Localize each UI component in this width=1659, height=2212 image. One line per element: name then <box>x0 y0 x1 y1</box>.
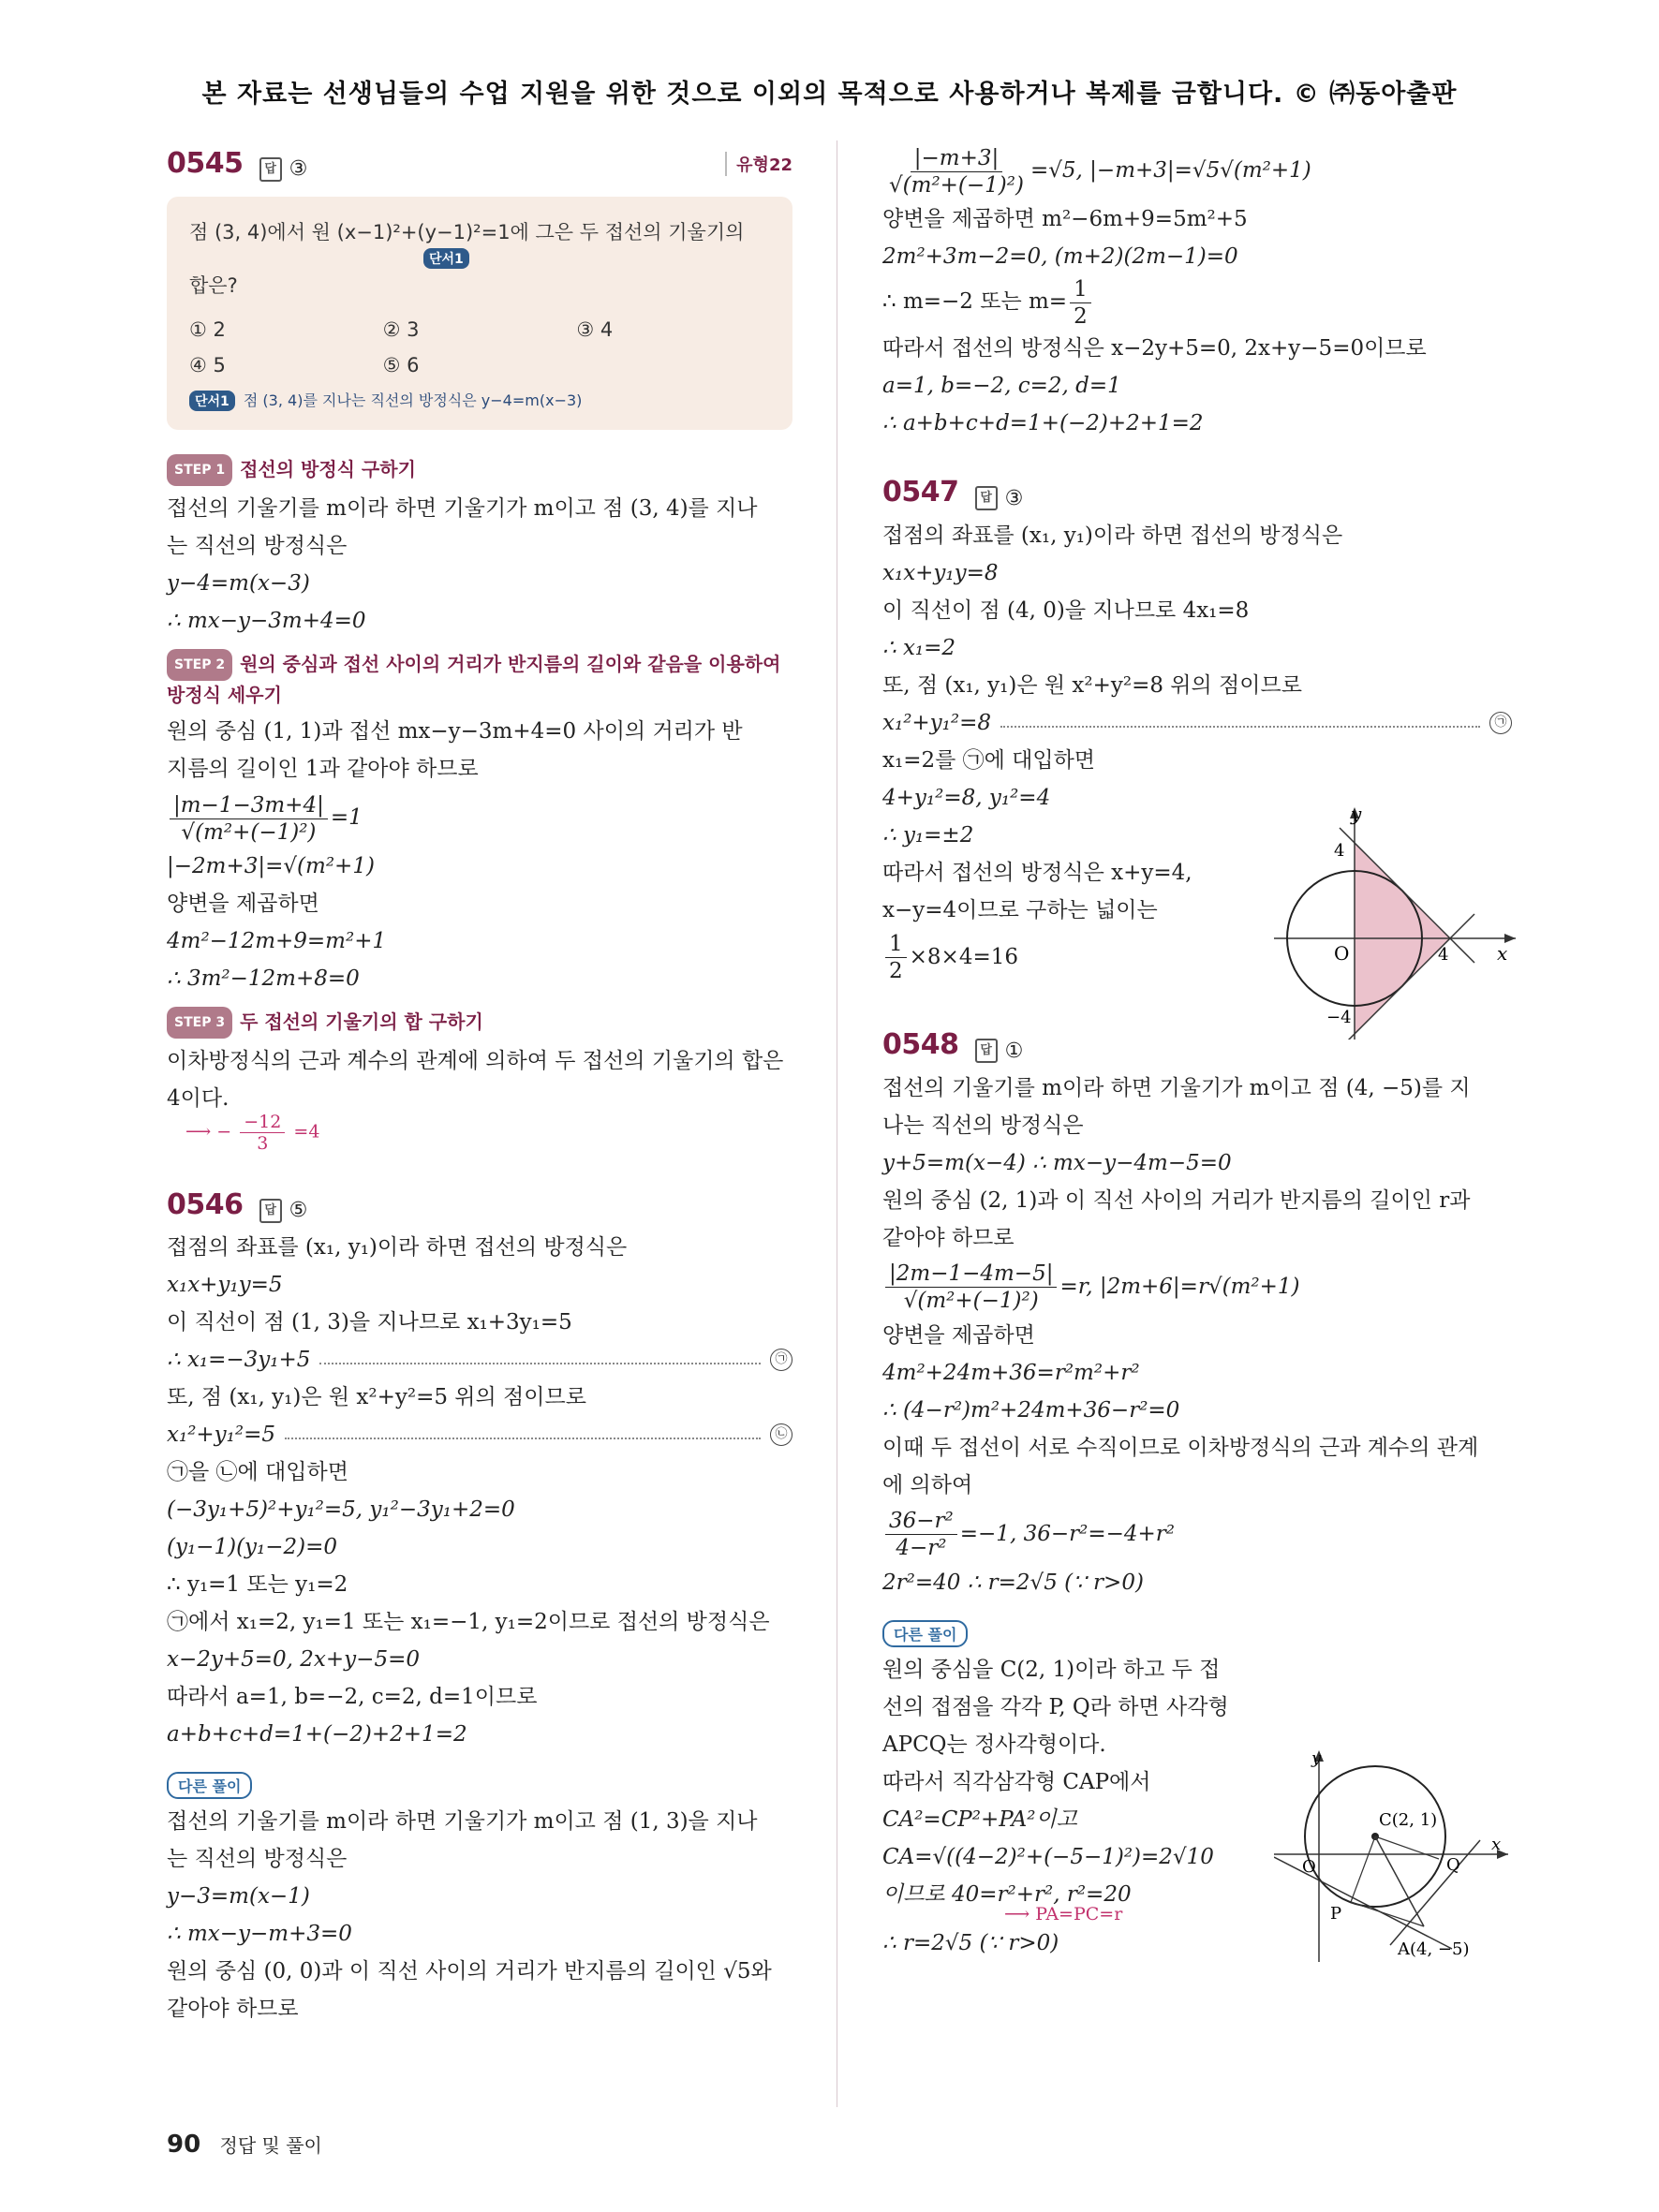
page-footer <box>167 2131 322 2159</box>
choice: ① 2 <box>189 318 226 341</box>
solution-line: ∴ y₁=1 또는 y₁=2 <box>167 1572 348 1597</box>
solution-line: y−3=m(x−1) <box>167 1884 310 1909</box>
fraction-line: $\frac{|m-1-3m+4|}{\text{√(m²+(−1)²)}}$ =1 <box>167 788 792 848</box>
solution-line: 따라서 접선의 방정식은 x−2y+5=0, 2x+y−5=0이므로 <box>882 335 1427 361</box>
marker: ㉡ <box>770 1423 792 1446</box>
alt-solution-badge: 다른 풀이 <box>167 1772 252 1799</box>
solution-line: ∴ mx−y−3m+4=0 <box>167 609 366 633</box>
answer-icon: 답 <box>259 1199 282 1223</box>
axis-label-x: x <box>1497 942 1508 965</box>
tick-label: 4 <box>1334 841 1345 861</box>
marker: ㉠ <box>770 1349 792 1371</box>
question-text-2: 합은? <box>189 274 238 297</box>
solution-line: 또, 점 (x₁, y₁)은 원 x²+y²=8 위의 점이므로 <box>882 672 1302 698</box>
type-tag: 유형22 <box>725 152 792 176</box>
solution-line: 는 직선의 방정식은 <box>167 534 348 558</box>
solution-line: 는 직선의 방정식은 <box>167 1847 348 1871</box>
solution-line: CA=√((4−2)²+(−5−1)²)=2√10 <box>882 1844 1214 1869</box>
solution-line: 또, 점 (x₁, y₁)은 원 x²+y²=5 위의 점이므로 <box>167 1385 586 1409</box>
annotation-note: ⟶ PA=PC=r <box>1004 1903 1123 1924</box>
solution-line: x₁²+y₁²=8 ㉠ <box>882 704 1512 742</box>
solution-line: x−2y+5=0, 2x+y−5=0 <box>167 1647 420 1672</box>
answer <box>975 486 1024 510</box>
solution-line: 이때 두 접선이 서로 수직이므로 이차방정식의 근과 계수의 관계 <box>882 1435 1479 1460</box>
answer-value: ③ <box>1004 486 1024 510</box>
fraction-line: $\frac{1}{2}$ ×8×4=16 <box>882 929 1512 985</box>
problem-number: 0547 <box>882 476 959 509</box>
solution-line: 원의 중심 (2, 1)과 이 직선 사이의 거리가 반지름의 길이인 r과 <box>882 1187 1471 1213</box>
solution-line: 접점의 좌표를 (x₁, y₁)이라 하면 접선의 방정식은 <box>167 1235 628 1260</box>
left-column <box>167 140 792 2028</box>
solution-line: x₁²+y₁²=5 ㉡ <box>167 1416 792 1453</box>
solution-line: ∴ 3m²−12m+8=0 <box>167 966 360 991</box>
hint-badge: 단서1 <box>189 391 235 411</box>
solution-line: 원의 중심 (0, 0)과 이 직선 사이의 거리가 반지름의 길이인 √5와 <box>167 1959 772 1983</box>
question-box <box>167 197 792 430</box>
point-label: C(2, 1) <box>1379 1810 1438 1830</box>
solution-line: ∴ y₁=±2 <box>882 822 974 848</box>
solution-line: ∴ x₁=−3y₁+5 ㉠ <box>167 1341 792 1379</box>
solution-line: 4+y₁²=8, y₁²=4 <box>882 785 1051 810</box>
tick-label: 4 <box>1438 945 1449 965</box>
problem-number: 0545 <box>167 146 244 180</box>
problem-number: 0548 <box>882 1028 959 1061</box>
copyright-banner: 본 자료는 선생님들의 수업 지원을 위한 것으로 이외의 목적으로 사용하거나 복제를 금합니다. © ㈜동아출판 <box>201 80 1458 109</box>
solution-line: APCQ는 정사각형이다. <box>882 1732 1106 1757</box>
solution-line: 따라서 접선의 방정식은 x+y=4, <box>882 860 1192 885</box>
hint-badge: 단서1 <box>423 248 469 269</box>
answer <box>259 1199 308 1223</box>
fraction-line: $\frac{\text{36−r²}}{\text{4−r²}}$ =−1, 36−r²=−4+r² <box>882 1504 1512 1564</box>
solution-line: 원의 중심을 C(2, 1)이라 하고 두 접 <box>882 1657 1221 1682</box>
solution-line: x₁x+y₁y=5 <box>167 1273 283 1297</box>
answer-icon: 답 <box>975 486 998 510</box>
solution-line: 같아야 하므로 <box>167 1997 299 2021</box>
solution-line: y+5=m(x−4) ∴ mx−y−4m−5=0 <box>882 1150 1232 1175</box>
answer <box>975 1039 1024 1063</box>
solution-line: 선의 접점을 각각 P, Q라 하면 사각형 <box>882 1694 1229 1719</box>
solution-line: 이 직선이 점 (1, 3)을 지나므로 x₁+3y₁=5 <box>167 1310 572 1335</box>
fraction-line: $\frac{|2m-1-4m-5|}{\text{√(m²+(−1)²)}}$ =r, |2m+6|=r√(m²+1) <box>882 1257 1512 1317</box>
solution-line: CA²=CP²+PA²이고 <box>882 1806 1077 1832</box>
solution-line: 2r²=40 ∴ r=2√5 (∵ r>0) <box>882 1570 1144 1595</box>
choice: ③ 4 <box>576 318 614 341</box>
solution-line: ㉠에서 x₁=2, y₁=1 또는 x₁=−1, y₁=2이므로 접선의 방정식은 <box>167 1610 770 1634</box>
solution-line: 이차방정식의 근과 계수의 관계에 의하여 두 접선의 기울기의 합은 <box>167 1049 784 1073</box>
solution-line: 접점의 좌표를 (x₁, y₁)이라 하면 접선의 방정식은 <box>882 523 1343 548</box>
step-heading: STEP 2 원의 중심과 접선 사이의 거리가 반지름의 길이와 같음을 이용하여 방정식 세우기 <box>167 649 792 709</box>
answer-icon: 답 <box>975 1039 998 1063</box>
solution-line: ∴ r=2√5 (∵ r>0) <box>882 1930 1059 1955</box>
solution-line: ∴ a+b+c+d=1+(−2)+2+1=2 <box>882 410 1204 435</box>
step-heading: STEP 1 접선의 방정식 구하기 <box>167 454 792 486</box>
solution-line: 양변을 제곱하면 <box>167 892 319 916</box>
solution-line: 같아야 하므로 <box>882 1225 1015 1250</box>
hint <box>189 389 770 411</box>
point-label: A(4, −5) <box>1398 1939 1470 1959</box>
solution-line: 4m²−12m+9=m²+1 <box>167 929 387 953</box>
choices <box>189 312 770 383</box>
solution-line: 이 직선이 점 (4, 0)을 지나므로 4x₁=8 <box>882 597 1250 623</box>
problem-number: 0546 <box>167 1187 244 1221</box>
solution-line: ∴ (4−r²)m²+24m+36−r²=0 <box>882 1397 1180 1423</box>
answer-value: ① <box>1004 1039 1024 1063</box>
solution-line: 양변을 제곱하면 <box>882 1322 1035 1348</box>
tick-label: −4 <box>1326 1008 1352 1027</box>
origin-label: O <box>1334 942 1350 965</box>
solution-line: y−4=m(x−3) <box>167 571 310 596</box>
solution-line: 접선의 기울기를 m이라 하면 기울기가 m이고 점 (4, −5)를 지 <box>882 1075 1471 1100</box>
solution-line: 원의 중심 (1, 1)과 접선 mx−y−3m+4=0 사이의 거리가 반 <box>167 719 743 744</box>
solution-line: 따라서 a=1, b=−2, c=2, d=1이므로 <box>167 1685 538 1709</box>
fraction-line: ∴ m=−2 또는 m= $\frac{1}{2}$ <box>882 275 1512 330</box>
solution-line: 4이다. <box>167 1086 230 1111</box>
answer-icon: 답 <box>259 157 282 182</box>
step-heading: STEP 3 두 접선의 기울기의 합 구하기 <box>167 1007 792 1039</box>
question-text: 점 (3, 4)에서 원 (x−1)²+(y−1)²=1에 그은 두 접선의 기울기의 <box>189 221 745 243</box>
point-label: P <box>1330 1904 1342 1924</box>
problem-0545-header <box>167 140 792 187</box>
choice: ⑤ 6 <box>382 354 420 376</box>
solution-line: 지름의 길이인 1과 같아야 하므로 <box>167 757 479 781</box>
solution-line: ㉠을 ㉡에 대입하면 <box>167 1460 348 1484</box>
solution-line: 이므로 40=r²+r², r²=20 <box>882 1881 1132 1907</box>
right-column <box>882 140 1512 1962</box>
hint-text: 점 (3, 4)를 지나는 직선의 방정식은 y−4=m(x−3) <box>243 391 583 409</box>
solution-line: 4m²+24m+36=r²m²+r² <box>882 1360 1140 1385</box>
choice: ④ 5 <box>189 354 226 376</box>
solution-line: a=1, b=−2, c=2, d=1 <box>882 373 1121 398</box>
solution-line: 따라서 직각삼각형 CAP에서 <box>882 1769 1151 1794</box>
answer <box>259 157 308 182</box>
point-label: Q <box>1446 1855 1460 1875</box>
solution-line: x−y=4이므로 구하는 넓이는 <box>882 897 1158 922</box>
solution-line: a+b+c+d=1+(−2)+2+1=2 <box>167 1722 467 1747</box>
answer-value: ⑤ <box>289 1199 308 1222</box>
solution-line: 양변을 제곱하면 m²−6m+9=5m²+5 <box>882 207 1248 231</box>
fraction-line: $\frac{|-m+3|}{\text{√(m²+(−1)²)}}$ =√5, |−m+3|=√5√(m²+1) <box>889 145 1311 198</box>
solution-line: 에 의하여 <box>882 1472 973 1497</box>
solution-line: ∴ x₁=2 <box>882 635 956 660</box>
axis-label-x: x <box>1491 1835 1502 1854</box>
origin-label: O <box>1302 1857 1316 1877</box>
problem-0547-header <box>882 470 1512 517</box>
choice: ② 3 <box>382 318 420 341</box>
annotation-note: ⟶ − $\frac{-12}{3}$ =4 <box>185 1112 320 1154</box>
solution-line: 2m²+3m−2=0, (m+2)(2m−1)=0 <box>882 244 1238 269</box>
solution-line: x₁=2를 ㉠에 대입하면 <box>882 747 1096 773</box>
solution-line: x₁x+y₁y=8 <box>882 560 999 585</box>
solution-line: 나는 직선의 방정식은 <box>882 1113 1084 1138</box>
marker: ㉠ <box>1489 712 1512 734</box>
alt-solution-badge: 다른 풀이 <box>882 1620 968 1647</box>
axis-label-y: y <box>1351 805 1362 825</box>
footer-label: 정답 및 풀이 <box>219 2134 322 2157</box>
solution-line: |−2m+3|=√(m²+1) <box>167 854 375 878</box>
solution-line: 접선의 기울기를 m이라 하면 기울기가 m이고 점 (1, 3)을 지나 <box>167 1809 758 1834</box>
solution-line: (y₁−1)(y₁−2)=0 <box>167 1535 338 1559</box>
axis-label-y: y <box>1311 1748 1322 1768</box>
answer-value: ③ <box>289 157 308 181</box>
solution-line: ∴ mx−y−m+3=0 <box>167 1922 352 1946</box>
problem-0546-header <box>167 1182 792 1229</box>
figure-0547 <box>1274 805 1518 1040</box>
page-number: 90 <box>167 2131 201 2159</box>
solution-line: (−3y₁+5)²+y₁²=5, y₁²−3y₁+2=0 <box>167 1497 515 1522</box>
figure-0548 <box>1274 1747 1518 1962</box>
solution-line: 접선의 기울기를 m이라 하면 기울기가 m이고 점 (3, 4)를 지나 <box>167 496 758 521</box>
